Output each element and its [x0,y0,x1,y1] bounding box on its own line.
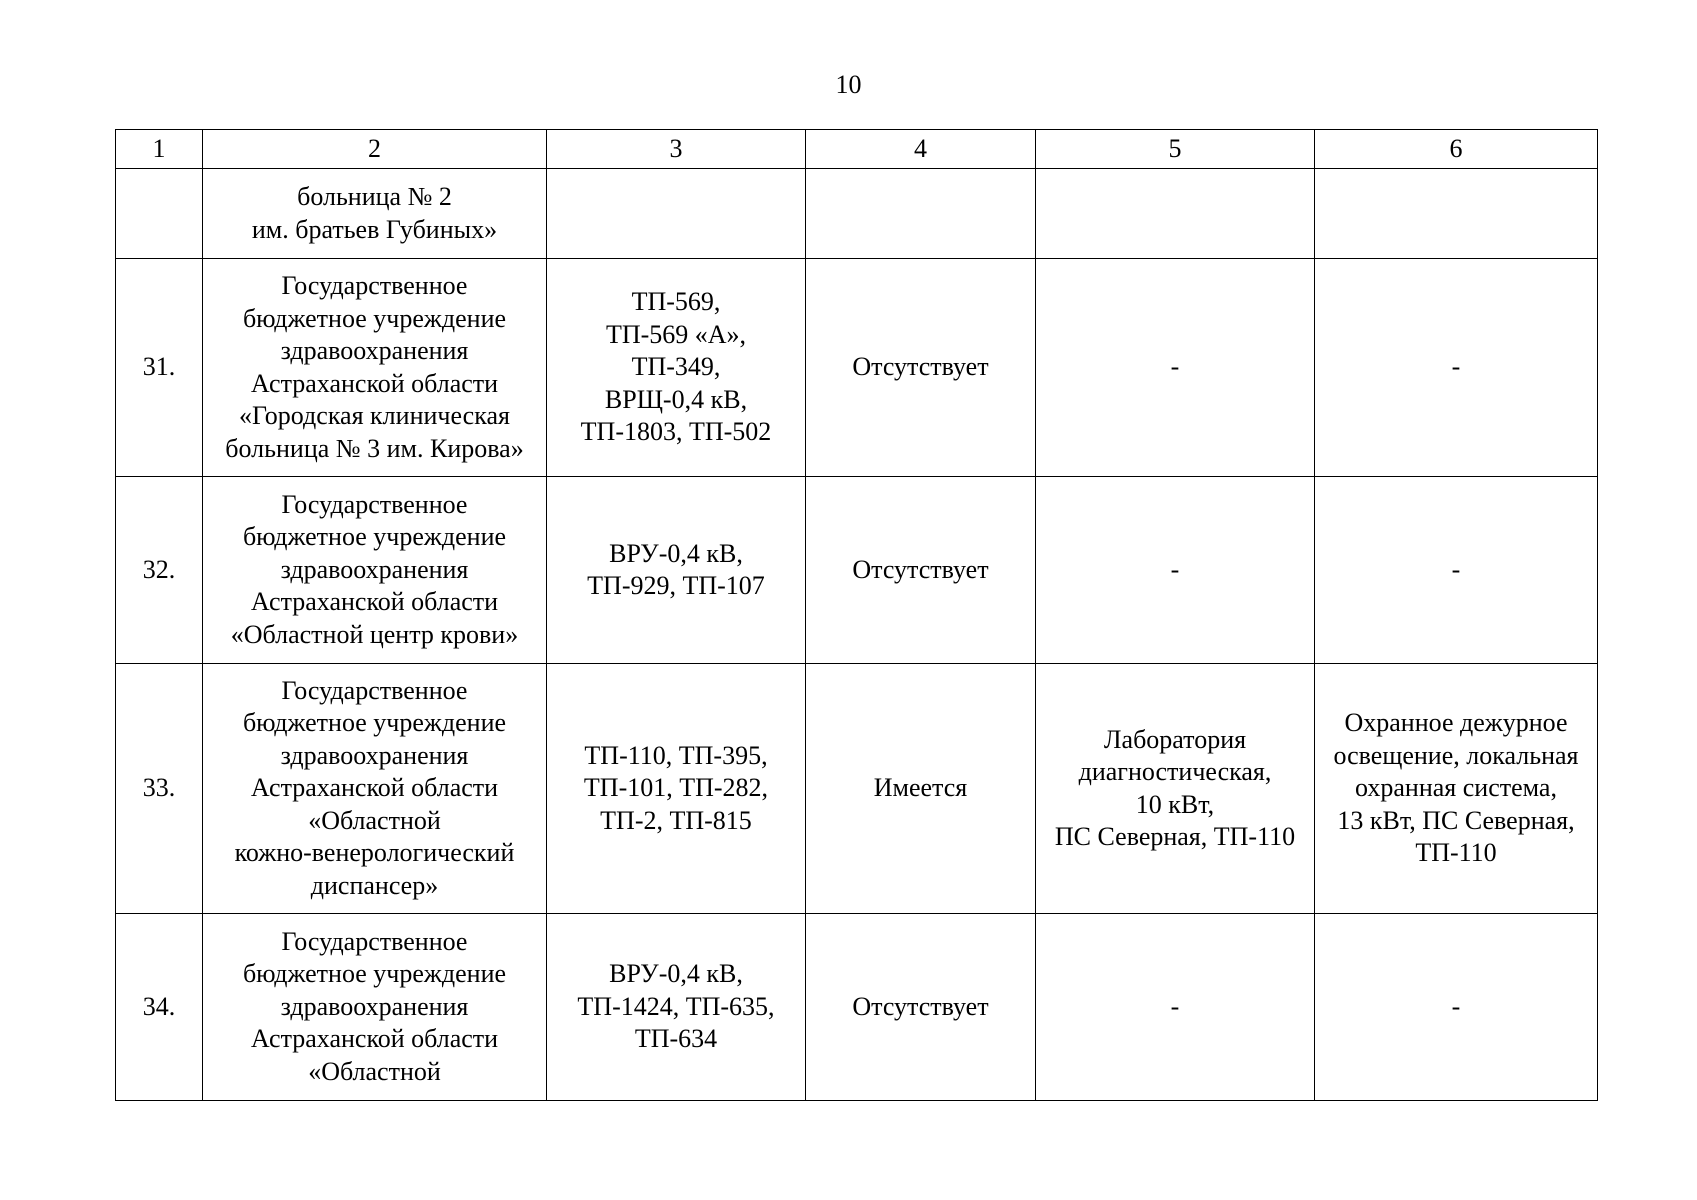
reserve-load-2-cell [1315,477,1598,664]
cell-text-line: освещение, локальная [1333,740,1579,770]
cell-text-line: Астраханской области [250,773,499,803]
cell-text-line: бюджетное учреждение [242,708,507,738]
cell-text-line: ТП-110 [1415,838,1497,868]
cell-text-line: 13 кВт, ПС Северная, [1337,805,1575,835]
cell-text-line: больница № 2 [297,182,452,211]
row-number-cell: 34. [116,914,203,1101]
column-number-4: 4 [806,130,1036,169]
cell-text-line: здравоохранения [280,336,469,365]
cell-text-line: - [1451,352,1461,382]
reserve-source-cell [806,914,1036,1101]
reserve-load-2-cell [1315,259,1598,477]
table-row [116,477,1598,664]
reserve-source-cell [806,477,1036,664]
cell-text-line: «Областной [308,1056,441,1086]
cell-text-line: больница № 3 им. Кирова» [225,433,524,463]
column-number-1: 1 [116,130,203,169]
cell-text-line: Государственное [281,489,468,519]
row-number-cell: 32. [116,477,203,664]
organization-cell [203,169,547,259]
column-number-2: 2 [203,130,547,169]
row-number-cell: 33. [116,664,203,914]
cell-text-line: бюджетное учреждение [242,303,507,333]
cell-text-line: ТП-101, ТП-282, [583,773,769,803]
cell-text-line: Астраханской области [250,587,499,617]
cell-text-line: - [1451,554,1461,584]
organization-cell [203,914,547,1101]
cell-text-line: - [1170,554,1180,584]
cell-text-line: ПС Северная, ТП-110 [1054,822,1296,851]
cell-text-line: Государственное [281,675,468,705]
substations-cell [547,477,806,664]
reserve-load-1-cell [1036,477,1315,664]
reserve-source-cell [806,259,1036,477]
reserve-load-2-cell [1315,914,1598,1101]
cell-text-line: ТП-634 [634,1024,718,1054]
table-header-row [116,130,1598,169]
reserve-load-2-cell [1315,169,1598,259]
row-number-cell: 31. [116,259,203,477]
cell-text-line: - [1170,991,1180,1021]
cell-text-line: кожно-венерологический [234,838,515,868]
cell-text-line: охранная система, [1355,773,1557,803]
cell-text-line: ВРУ-0,4 кВ, [609,538,743,568]
substations-cell [547,664,806,914]
reserve-source-cell [806,169,1036,259]
reserve-load-1-cell [1036,169,1315,259]
cell-text-line: Отсутствует [852,554,989,584]
cell-text-line: ТП-569, [631,287,721,317]
reserve-load-1-cell [1036,664,1315,914]
cell-text-line: бюджетное учреждение [242,959,507,989]
table-row [116,914,1598,1101]
reserve-load-1-cell [1036,914,1315,1101]
reserve-source-cell [806,664,1036,914]
organization-cell [203,477,547,664]
cell-text-line: ТП-1424, ТП-635, [577,991,775,1021]
table-row [116,664,1598,914]
cell-text-line: Государственное [281,271,468,300]
cell-text-line: бюджетное учреждение [242,522,507,552]
cell-text-line: Охранное дежурное [1344,708,1568,738]
row-number-cell [116,169,203,259]
column-number-5: 5 [1036,130,1315,169]
cell-text-line: Астраханской области [250,1024,499,1054]
cell-text-line: диспансер» [310,870,439,900]
cell-text-line: ТП-349, [631,352,721,382]
substations-cell [547,259,806,477]
column-number-6: 6 [1315,130,1598,169]
organization-cell [203,664,547,914]
reserve-load-2-cell [1315,664,1598,914]
cell-text-line: ТП-569 «А», [605,319,747,349]
cell-text-line: - [1170,352,1180,382]
cell-text-line: ВРУ-0,4 кВ, [609,959,743,989]
page-number: 10 [835,70,862,99]
substations-cell [547,169,806,259]
cell-text-line: им. братьев Губиных» [251,214,498,244]
cell-text-line: здравоохранения [280,991,469,1021]
cell-text-line: ТП-1803, ТП-502 [580,417,772,447]
substations-cell [547,914,806,1101]
cell-text-line: Лаборатория [1103,724,1247,754]
cell-text-line: 10 кВт, [1135,789,1215,819]
cell-text-line: диагностическая, [1078,757,1272,786]
cell-text-line: «Областной [308,805,441,835]
cell-text-line: ТП-929, ТП-107 [587,571,765,600]
cell-text-line: «Городская клиническая [239,401,510,430]
organization-cell [203,259,547,477]
cell-text-line: Отсутствует [852,352,989,382]
facilities-table [115,129,1598,1101]
table-row [116,259,1598,477]
cell-text-line: Имеется [873,773,968,803]
cell-text-line: - [1451,991,1461,1021]
cell-text-line: ТП-110, ТП-395, [584,740,768,770]
cell-text-line: Отсутствует [852,991,989,1021]
cell-text-line: ТП-2, ТП-815 [600,805,752,835]
cell-text-line: ВРЩ-0,4 кВ, [604,384,748,414]
table-row-continuation [116,169,1598,259]
reserve-load-1-cell [1036,259,1315,477]
cell-text-line: здравоохранения [280,740,469,770]
cell-text-line: Астраханской области [250,368,499,398]
cell-text-line: Государственное [281,926,468,956]
cell-text-line: здравоохранения [280,554,469,584]
column-number-3: 3 [547,130,806,169]
cell-text-line: «Областной центр крови» [230,619,519,649]
